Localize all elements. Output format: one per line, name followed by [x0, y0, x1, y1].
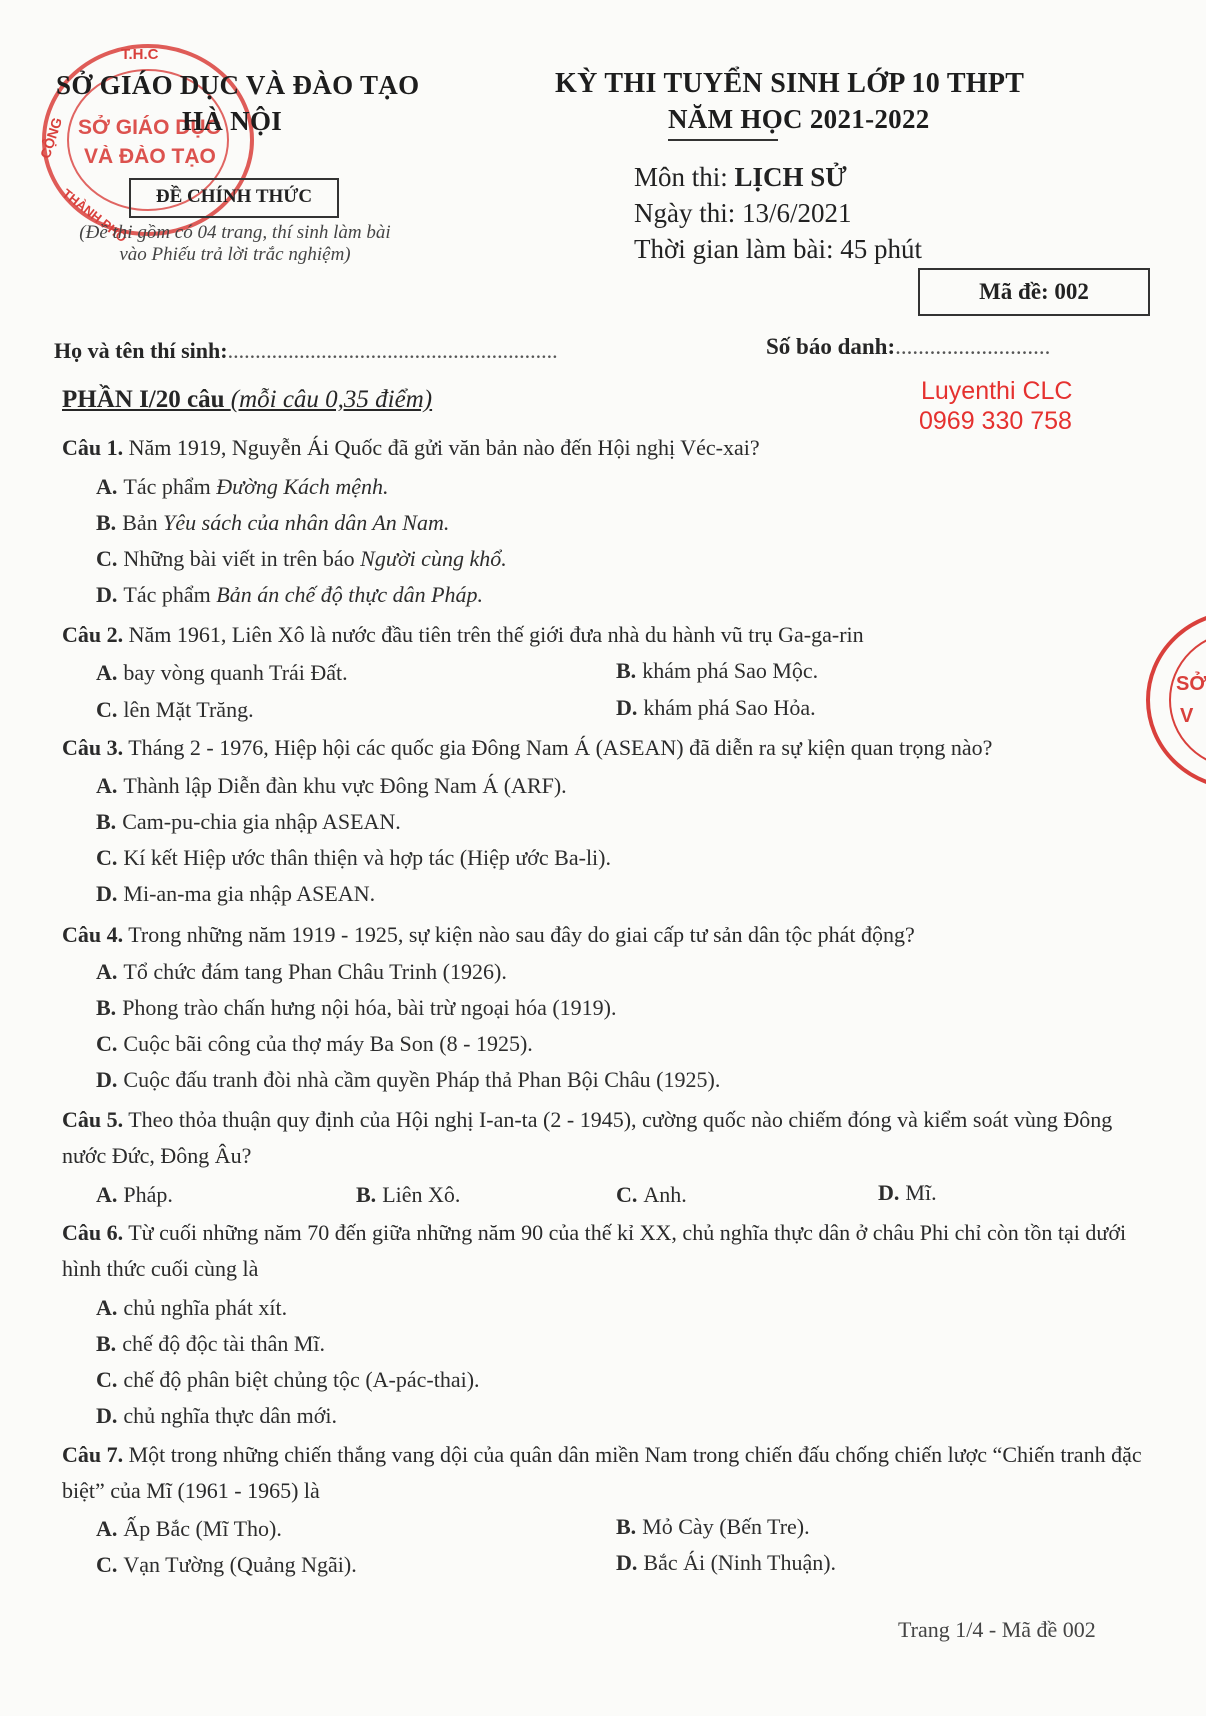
- date-line: [634, 198, 852, 229]
- option-4b: [96, 995, 617, 1021]
- watermark-line1: Luyenthi CLC: [921, 377, 1073, 405]
- option-text: khám phá Sao Mộc.: [642, 658, 819, 683]
- option-text: khám phá Sao Hỏa.: [643, 695, 816, 720]
- option-7c: [96, 1552, 357, 1578]
- option-4c: [96, 1031, 533, 1057]
- option-text: Thành lập Diễn đàn khu vực Đông Nam Á (ARF).: [123, 773, 567, 798]
- exam-note: [40, 222, 430, 266]
- page-footer: Trang 1/4 - Mã đề 002: [898, 1617, 1096, 1642]
- option-label: B.: [356, 1182, 377, 1207]
- option-label: A.: [96, 474, 118, 499]
- option-1a: [96, 474, 388, 500]
- stamp-line2: VÀ ĐÀO TẠO: [84, 145, 216, 168]
- stamp-fragment-icon: [1140, 605, 1200, 795]
- part-title: PHẦN I/20 câu: [62, 386, 231, 413]
- option-text: Tác phẩm: [123, 474, 217, 499]
- option-label: B.: [96, 995, 117, 1020]
- part-heading: [62, 386, 432, 414]
- option-label: C.: [96, 845, 118, 870]
- stamp-arc-bottom: THÀNH PHỐ: [59, 185, 130, 246]
- exam-note-line2: vào Phiếu trả lời trắc nghiệm): [119, 244, 351, 265]
- exam-title: KỲ THI TUYỂN SINH LỚP 10 THPT: [555, 68, 1025, 99]
- time-value: 45 phút: [840, 234, 922, 264]
- option-label: A.: [96, 773, 118, 798]
- option-7b: [616, 1514, 810, 1540]
- option-1d: [96, 582, 483, 608]
- option-label: B.: [616, 1514, 637, 1539]
- exam-code: Mã đề: 002: [979, 279, 1089, 304]
- option-text: Cam-pu-chia gia nhập ASEAN.: [122, 809, 401, 834]
- question-7: [62, 1437, 1142, 1509]
- stamp-top-text: T.H.C: [121, 46, 159, 63]
- option-text: Kí kết Hiệp ước thân thiện và hợp tác (Hiệp ước Ba-li).: [123, 845, 611, 870]
- option-text: Cuộc đấu tranh đòi nhà cầm quyền Pháp thả Phan Bội Châu (1925).: [123, 1067, 721, 1092]
- option-7a: [96, 1516, 282, 1542]
- option-5d: [878, 1180, 937, 1206]
- option-emphasis: Đường Kách mệnh.: [216, 474, 389, 499]
- option-label: C.: [96, 697, 118, 722]
- option-3d: [96, 881, 375, 907]
- option-label: A.: [96, 660, 118, 685]
- exam-note-line1: (Đề thi gồm có 04 trang, thí sinh làm bài: [79, 222, 391, 243]
- option-label: D.: [616, 1550, 638, 1575]
- option-text: Tác phẩm: [123, 582, 217, 607]
- option-label: D.: [96, 881, 118, 906]
- option-emphasis: Người cùng khổ.: [360, 546, 507, 571]
- question-text: Trong những năm 1919 - 1925, sự kiện nào sau đây do giai cấp tư sản dân tộc phát động?: [123, 922, 915, 947]
- option-text: Vạn Tường (Quảng Ngãi).: [123, 1552, 357, 1577]
- option-label: C.: [96, 1367, 118, 1392]
- subject-line: [634, 162, 847, 193]
- school-year-underline: [668, 139, 778, 141]
- school-year: NĂM HỌC 2021-2022: [668, 104, 930, 134]
- option-label: D.: [96, 1403, 118, 1428]
- question-text: Năm 1961, Liên Xô là nước đầu tiên trên thế giới đưa nhà du hành vũ trụ Ga-ga-rin: [123, 622, 864, 647]
- time-label: Thời gian làm bài:: [634, 234, 841, 264]
- exam-code-box: [918, 268, 1150, 316]
- option-label: C.: [96, 1031, 118, 1056]
- watermark-line2: 0969 330 758: [919, 407, 1072, 435]
- option-6b: [96, 1331, 325, 1357]
- option-5a: [96, 1182, 173, 1208]
- question-number: Câu 2.: [62, 622, 124, 647]
- date-label: Ngày thi:: [634, 198, 742, 228]
- question-text: Tháng 2 - 1976, Hiệp hội các quốc gia Đông Nam Á (ASEAN) đã diễn ra sự kiện quan trọng nào?: [123, 735, 993, 760]
- question-text: Từ cuối những năm 70 đến giữa những năm 90 của thế kỉ XX, chủ nghĩa thực dân ở châu Phi chỉ còn tồn tại dưới hình thức cuối cùng là: [62, 1220, 1127, 1281]
- question-1: [62, 430, 1142, 466]
- option-label: D.: [616, 695, 638, 720]
- option-text: Anh.: [643, 1182, 687, 1207]
- candidate-name-label: Họ và tên thí sinh:: [54, 338, 228, 363]
- option-label: D.: [878, 1180, 900, 1205]
- option-6d: [96, 1403, 337, 1429]
- option-text: Bắc Ái (Ninh Thuận).: [643, 1550, 837, 1575]
- option-text: Mỏ Cày (Bến Tre).: [642, 1514, 810, 1539]
- option-text: Bản: [122, 510, 164, 535]
- option-label: A.: [96, 1182, 118, 1207]
- candidate-id-dots: ...........................: [895, 334, 1051, 359]
- question-number: Câu 3.: [62, 735, 124, 760]
- question-5: [62, 1102, 1142, 1174]
- option-text: chủ nghĩa thực dân mới.: [123, 1403, 337, 1428]
- option-1b: [96, 510, 449, 536]
- department-name: SỞ GIÁO DỤC VÀ ĐÀO TẠO: [56, 70, 420, 100]
- option-2b: [616, 658, 818, 684]
- option-3a: [96, 773, 567, 799]
- option-5b: [356, 1182, 460, 1208]
- option-text: chủ nghĩa phát xít.: [123, 1295, 288, 1320]
- option-emphasis: Bản án chế độ thực dân Pháp.: [216, 582, 484, 607]
- question-6: [62, 1215, 1142, 1287]
- option-6c: [96, 1367, 480, 1393]
- option-label: B.: [96, 510, 117, 535]
- option-text: chế độ độc tài thân Mĩ.: [122, 1331, 326, 1356]
- date-value: 13/6/2021: [742, 198, 852, 228]
- option-text: Mĩ.: [905, 1180, 937, 1205]
- candidate-id-label: Số báo danh:: [766, 334, 896, 359]
- option-2a: [96, 660, 348, 686]
- stamp-arc-left: CỘNG: [36, 115, 66, 161]
- question-text: Một trong những chiến thắng vang dội của quân dân miền Nam trong chiến đấu chống chiến lược “Chiến tranh đặc biệt” của Mĩ (1961 - 1965) là: [62, 1442, 1142, 1503]
- question-text: Năm 1919, Nguyễn Ái Quốc đã gửi văn bản nào đến Hội nghị Véc-xai?: [123, 435, 760, 460]
- question-number: Câu 4.: [62, 922, 124, 947]
- subject-value: LỊCH SỬ: [734, 162, 847, 192]
- option-6a: [96, 1295, 287, 1321]
- option-text: lên Mặt Trăng.: [123, 697, 254, 722]
- question-number: Câu 5.: [62, 1107, 124, 1132]
- candidate-name-dots: ............................................................: [227, 338, 558, 363]
- official-exam-label: ĐỀ CHÍNH THỨC: [155, 186, 313, 207]
- option-label: B.: [96, 1331, 117, 1356]
- option-text: Pháp.: [123, 1182, 173, 1207]
- option-text: Liên Xô.: [382, 1182, 461, 1207]
- option-3c: [96, 845, 611, 871]
- option-text: Những bài viết in trên báo: [123, 546, 361, 571]
- option-text: Cuộc bãi công của thợ máy Ba Son (8 - 1925).: [123, 1031, 533, 1056]
- option-2d: [616, 695, 816, 721]
- option-label: D.: [96, 582, 118, 607]
- option-label: C.: [616, 1182, 638, 1207]
- option-text: Tổ chức đám tang Phan Châu Trinh (1926).: [123, 959, 507, 984]
- time-line: [634, 234, 922, 265]
- stamp-right-text1: SỞ: [1176, 673, 1206, 695]
- stamp-fragment-right: [1140, 605, 1206, 795]
- option-label: C.: [96, 546, 118, 571]
- option-label: A.: [96, 959, 118, 984]
- question-text: Theo thỏa thuận quy định của Hội nghị I-an-ta (2 - 1945), cường quốc nào chiếm đóng và kiểm soát vùng Đông nước Đức, Đông Âu?: [62, 1107, 1113, 1168]
- option-text: chế độ phân biệt chủng tộc (A-pác-thai).: [123, 1367, 480, 1392]
- option-label: A.: [96, 1295, 118, 1320]
- option-label: A.: [96, 1516, 118, 1541]
- option-text: Mi-an-ma gia nhập ASEAN.: [123, 881, 376, 906]
- question-4: [62, 917, 1142, 953]
- option-text: bay vòng quanh Trái Đất.: [123, 660, 348, 685]
- option-text: Ấp Bắc (Mĩ Tho).: [123, 1516, 282, 1541]
- stamp-line1: SỞ GIÁO DỤC: [78, 116, 221, 139]
- stamp-right-text2: V: [1180, 705, 1194, 727]
- question-3: [62, 730, 1142, 766]
- candidate-id-line: [766, 334, 1050, 360]
- question-2: [62, 617, 1142, 653]
- part-points: (mỗi câu 0,35 điểm): [230, 386, 433, 413]
- option-emphasis: Yêu sách của nhân dân An Nam.: [163, 510, 450, 535]
- option-4d: [96, 1067, 720, 1093]
- department-city: HÀ NỘI: [182, 106, 283, 136]
- option-label: D.: [96, 1067, 118, 1092]
- option-5c: [616, 1182, 687, 1208]
- subject-label: Môn thi:: [634, 162, 735, 192]
- option-4a: [96, 959, 507, 985]
- option-7d: [616, 1550, 836, 1576]
- option-label: C.: [96, 1552, 118, 1577]
- option-2c: [96, 697, 254, 723]
- official-exam-box: [129, 178, 339, 218]
- option-3b: [96, 809, 401, 835]
- option-text: Phong trào chấn hưng nội hóa, bài trừ ngoại hóa (1919).: [122, 995, 617, 1020]
- candidate-name-line: [54, 338, 558, 364]
- question-number: Câu 1.: [62, 435, 124, 460]
- option-1c: [96, 546, 507, 572]
- question-number: Câu 7.: [62, 1442, 124, 1467]
- option-label: B.: [616, 658, 637, 683]
- question-number: Câu 6.: [62, 1220, 124, 1245]
- option-label: B.: [96, 809, 117, 834]
